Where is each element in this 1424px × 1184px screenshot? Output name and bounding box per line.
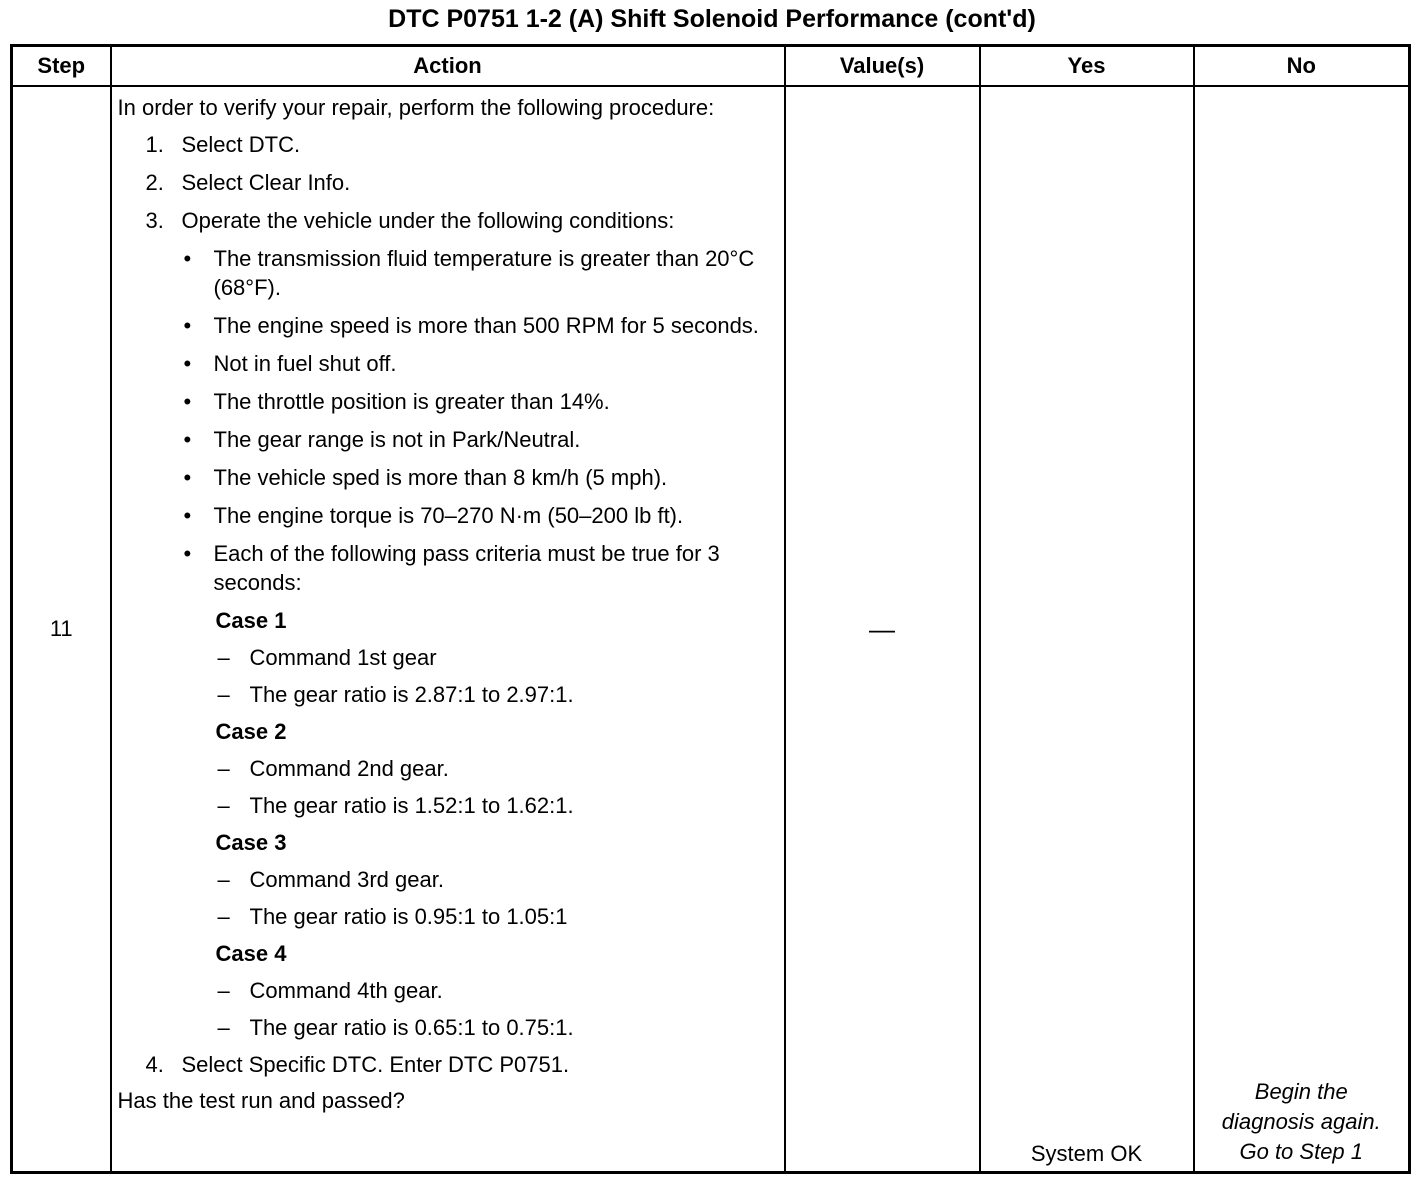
page-title: DTC P0751 1-2 (A) Shift Solenoid Performance (cont'd) — [388, 5, 1036, 33]
case-item: – The gear ratio is 2.87:1 to 2.97:1. — [217, 682, 574, 707]
case-item: – Command 2nd gear. — [217, 756, 449, 781]
header-action: Action — [111, 46, 785, 87]
test-question: Has the test run and passed? — [117, 1088, 405, 1113]
header-step: Step — [12, 46, 111, 87]
no-result — [1194, 86, 1410, 1173]
case-item: – The gear ratio is 1.52:1 to 1.62:1. — [217, 793, 574, 818]
case-item: – Command 3rd gear. — [217, 867, 444, 892]
bullet-icon: • — [183, 541, 192, 566]
bullet-icon: • — [183, 351, 192, 376]
case-heading: Case 3 — [215, 830, 287, 855]
bullet-icon: • — [183, 246, 192, 271]
condition-item: • Each of the following pass criteria must be true for 3 seconds: — [180, 539, 774, 597]
condition-item: • The engine speed is more than 500 RPM for 5 seconds. — [180, 311, 774, 340]
action-cell — [111, 86, 785, 1173]
dash-icon: – — [217, 904, 230, 929]
condition-item: • The gear range is not in Park/Neutral. — [180, 425, 774, 454]
case-item: – Command 1st gear — [217, 645, 437, 670]
step-number: 11 — [12, 86, 111, 1173]
case-item: – Command 4th gear. — [217, 978, 443, 1003]
header-yes: Yes — [980, 46, 1194, 87]
header-row — [12, 46, 1410, 87]
procedure-step: 3. Operate the vehicle under the following conditions: — [145, 208, 675, 233]
case-heading: Case 4 — [215, 941, 287, 966]
dash-icon: – — [217, 793, 230, 818]
case-heading: Case 2 — [215, 719, 287, 744]
case-item: – The gear ratio is 0.95:1 to 1.05:1 — [217, 904, 568, 929]
case-item: – The gear ratio is 0.65:1 to 0.75:1. — [217, 1015, 574, 1040]
condition-item: • The throttle position is greater than 14%. — [180, 387, 774, 416]
dash-icon: – — [217, 645, 230, 670]
case-heading: Case 1 — [215, 608, 287, 633]
condition-item: • The vehicle sped is more than 8 km/h (5 mph). — [180, 463, 774, 492]
header-values: Value(s) — [785, 46, 980, 87]
yes-result: System OK — [980, 86, 1194, 1173]
value-cell: — — [785, 86, 980, 1173]
bullet-icon: • — [183, 427, 192, 452]
no-result-line: diagnosis again. — [1221, 1109, 1381, 1134]
no-result-line: Begin the — [1254, 1079, 1348, 1104]
no-result-line: Go to Step 1 — [1239, 1139, 1364, 1164]
header-no: No — [1194, 46, 1410, 87]
dash-icon: – — [217, 978, 230, 1003]
dash-icon: – — [217, 682, 230, 707]
procedure-step: 2. Select Clear Info. — [145, 170, 351, 195]
diagnostic-table — [10, 44, 1411, 1174]
condition-item: • Not in fuel shut off. — [180, 349, 774, 378]
dash-icon: – — [217, 756, 230, 781]
bullet-icon: • — [183, 389, 192, 414]
dash-icon: – — [217, 1015, 230, 1040]
action-intro: In order to verify your repair, perform the following procedure: — [117, 95, 715, 120]
table-row — [12, 86, 1410, 1173]
bullet-icon: • — [183, 313, 192, 338]
dash-icon: – — [217, 867, 230, 892]
procedure-step: 1. Select DTC. — [145, 132, 301, 157]
condition-item: • The transmission fluid temperature is greater than 20°C (68°F). — [180, 244, 774, 302]
procedure-step: 4. Select Specific DTC. Enter DTC P0751. — [145, 1052, 570, 1077]
condition-item: • The engine torque is 70–270 N·m (50–200 lb ft). — [180, 501, 774, 530]
bullet-icon: • — [183, 503, 192, 528]
bullet-icon: • — [183, 465, 192, 490]
